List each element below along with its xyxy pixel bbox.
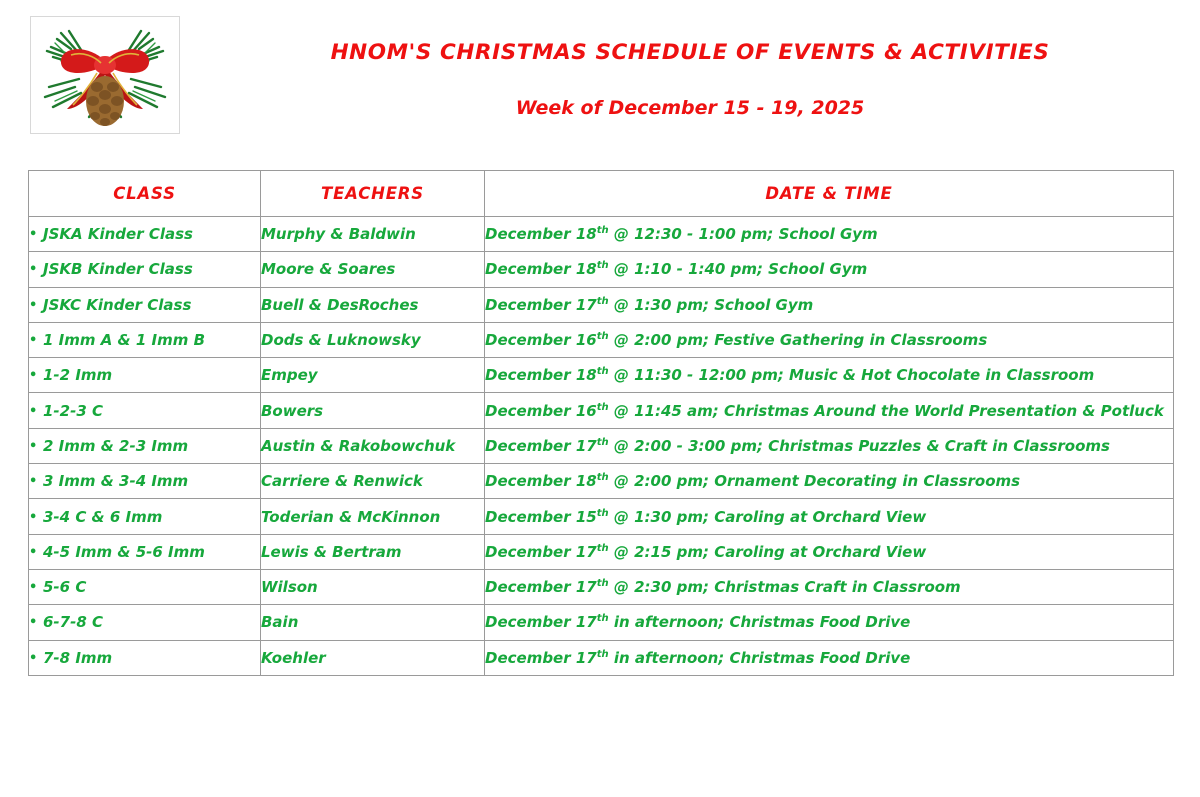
cell-class [29,428,261,463]
cell-date-time [485,464,1174,499]
cell-teachers: Buell & DesRoches [261,287,485,322]
cell-class [29,499,261,534]
class-label: 1-2 Imm [43,366,113,385]
class-label: 6-7-8 C [43,613,103,632]
cell-teachers: Carriere & Renwick [261,464,485,499]
date-prefix: December 17 [485,648,597,667]
table-header-row [29,171,1174,217]
date-details: @ 11:30 - 12:00 pm; Music & Hot Chocolate in Classroom [608,366,1095,385]
table-row [29,569,1174,604]
date-prefix: December 17 [485,295,597,314]
column-header-teachers: TEACHERS [261,171,485,217]
bullet-icon: • [29,650,38,666]
date-prefix: December 17 [485,436,597,455]
date-prefix: December 17 [485,578,597,597]
date-ordinal-suffix: th [596,366,609,378]
cell-date-time [485,640,1174,675]
date-ordinal-suffix: th [596,507,609,519]
schedule-table-container [28,170,1173,676]
cell-date-time [485,393,1174,428]
cell-date-time [485,287,1174,322]
bullet-icon: • [29,509,38,525]
date-details: @ 2:00 pm; Festive Gathering in Classrooms [608,331,988,350]
date-details: @ 1:30 pm; Caroling at Orchard View [608,507,927,526]
cell-date-time [485,534,1174,569]
cell-class [29,358,261,393]
bullet-icon: • [29,227,38,243]
date-details: @ 2:00 pm; Ornament Decorating in Classrooms [608,472,1021,491]
cell-date-time [485,605,1174,640]
bullet-icon: • [29,438,38,454]
table-row [29,252,1174,287]
bullet-icon: • [29,262,38,278]
date-details: @ 1:10 - 1:40 pm; School Gym [608,260,868,279]
cell-class [29,640,261,675]
class-label: 3 Imm & 3-4 Imm [43,472,189,491]
table-row [29,287,1174,322]
table-row [29,217,1174,252]
cell-date-time [485,358,1174,393]
date-ordinal-suffix: th [596,578,609,590]
date-details: @ 1:30 pm; School Gym [608,295,814,314]
table-row [29,499,1174,534]
cell-class [29,252,261,287]
cell-class [29,605,261,640]
cell-date-time [485,499,1174,534]
christmas-decoration-image [30,16,180,134]
cell-teachers: Koehler [261,640,485,675]
date-prefix: December 17 [485,542,597,561]
column-header-class: CLASS [29,171,261,217]
date-ordinal-suffix: th [596,472,609,484]
date-details: @ 2:30 pm; Christmas Craft in Classroom [608,578,961,597]
class-label: JSKC Kinder Class [43,295,192,314]
cell-class [29,393,261,428]
table-row [29,428,1174,463]
table-row [29,393,1174,428]
bullet-icon: • [29,368,38,384]
table-row [29,534,1174,569]
page-subtitle: Week of December 15 - 19, 2025 [515,97,865,119]
cell-teachers: Empey [261,358,485,393]
bullet-icon: • [29,333,38,349]
cell-class [29,464,261,499]
date-details: @ 2:00 - 3:00 pm; Christmas Puzzles & Craft in Classrooms [608,436,1110,455]
document-header [0,0,1200,150]
date-prefix: December 18 [485,225,597,244]
date-ordinal-suffix: th [596,331,609,343]
date-details: in afternoon; Christmas Food Drive [608,648,911,667]
date-prefix: December 18 [485,366,597,385]
date-prefix: December 18 [485,472,597,491]
date-details: @ 11:45 am; Christmas Around the World Presentation & Potluck [608,401,1164,420]
class-label: 3-4 C & 6 Imm [43,507,163,526]
class-label: 1 Imm A & 1 Imm B [43,331,206,350]
date-details: in afternoon; Christmas Food Drive [608,613,911,632]
bullet-icon: • [29,544,38,560]
cell-teachers: Moore & Soares [261,252,485,287]
date-ordinal-suffix: th [596,542,609,554]
class-label: 1-2-3 C [43,401,103,420]
cell-teachers: Bain [261,605,485,640]
cell-teachers: Lewis & Bertram [261,534,485,569]
column-header-date-time: DATE & TIME [485,171,1174,217]
class-label: 7-8 Imm [43,648,113,667]
bullet-icon: • [29,615,38,631]
cell-teachers: Austin & Rakobowchuk [261,428,485,463]
cell-date-time [485,569,1174,604]
date-details: @ 2:15 pm; Caroling at Orchard View [608,542,927,561]
cell-class [29,217,261,252]
bullet-icon: • [29,580,38,596]
date-ordinal-suffix: th [596,401,609,413]
cell-date-time [485,252,1174,287]
date-prefix: December 17 [485,613,597,632]
cell-teachers: Murphy & Baldwin [261,217,485,252]
date-prefix: December 16 [485,401,597,420]
table-row [29,464,1174,499]
date-prefix: December 18 [485,260,597,279]
class-label: 2 Imm & 2-3 Imm [43,436,189,455]
date-ordinal-suffix: th [596,436,609,448]
date-ordinal-suffix: th [596,648,609,660]
table-body [29,217,1174,676]
date-ordinal-suffix: th [596,260,609,272]
class-label: JSKA Kinder Class [43,225,193,244]
title-block [210,40,1170,119]
page-title: HNOM'S CHRISTMAS SCHEDULE OF EVENTS & ACTIVITIES [330,40,1050,65]
bullet-icon: • [29,297,38,313]
date-prefix: December 15 [485,507,597,526]
cell-teachers: Dods & Luknowsky [261,322,485,357]
cell-class [29,569,261,604]
date-ordinal-suffix: th [596,613,609,625]
date-ordinal-suffix: th [596,295,609,307]
cell-teachers: Wilson [261,569,485,604]
cell-class [29,322,261,357]
cell-date-time [485,217,1174,252]
class-label: 5-6 C [43,578,87,597]
schedule-table [28,170,1174,676]
cell-class [29,534,261,569]
table-row [29,358,1174,393]
date-details: @ 12:30 - 1:00 pm; School Gym [608,225,878,244]
date-prefix: December 16 [485,331,597,350]
bullet-icon: • [29,474,38,490]
bullet-icon: • [29,403,38,419]
class-label: 4-5 Imm & 5-6 Imm [43,542,205,561]
table-row [29,322,1174,357]
cell-teachers: Toderian & McKinnon [261,499,485,534]
class-label: JSKB Kinder Class [43,260,193,279]
table-row [29,605,1174,640]
cell-class [29,287,261,322]
cell-date-time [485,428,1174,463]
cell-teachers: Bowers [261,393,485,428]
table-row [29,640,1174,675]
date-ordinal-suffix: th [596,225,609,237]
cell-date-time [485,322,1174,357]
